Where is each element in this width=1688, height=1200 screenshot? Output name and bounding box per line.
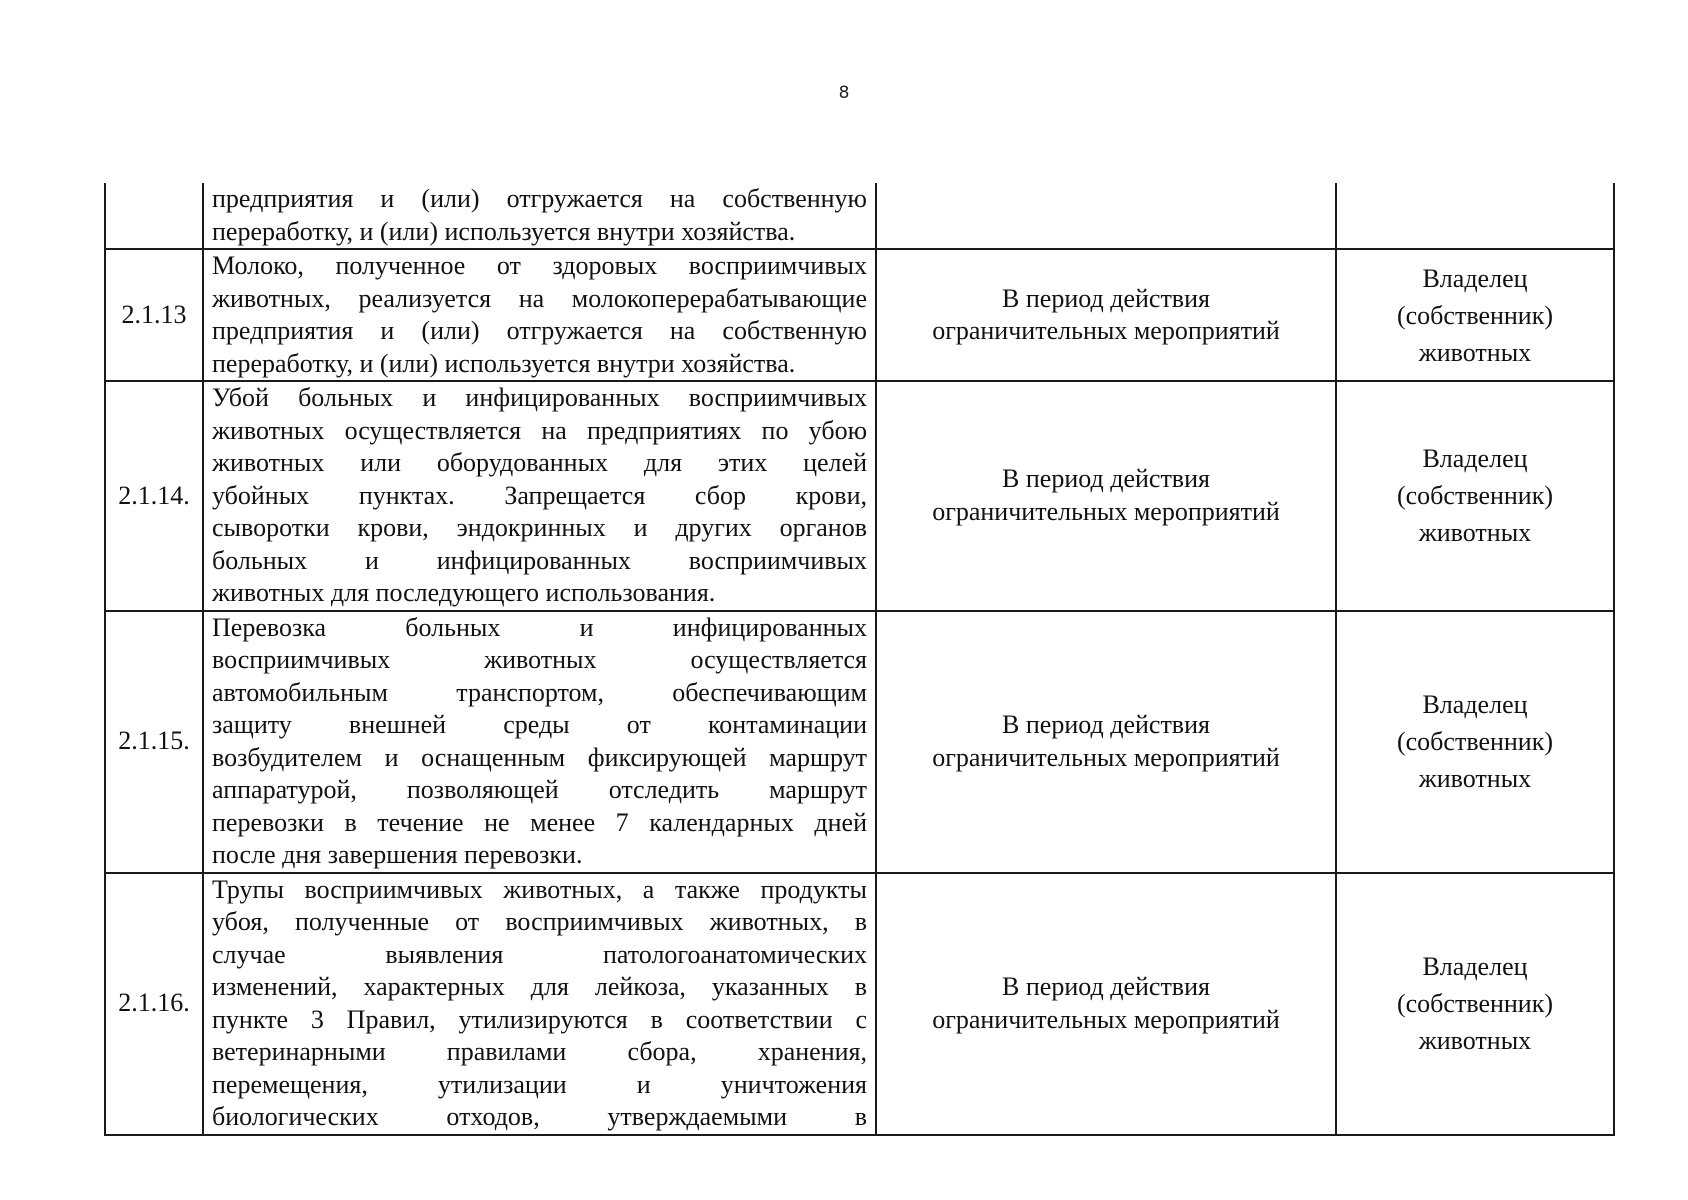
item-number (105, 183, 203, 249)
measure-text-line: предприятия и (или) отгружается на собственную (212, 184, 867, 213)
measure-text-line: возбудителем и оснащенным фиксирующей маршрут (212, 742, 867, 772)
measure-text-line: аппаратурой, позволяющей отследить маршрут (212, 775, 867, 804)
measure-text (203, 611, 876, 873)
term-text (876, 611, 1336, 873)
responsible-text-line: Владелец (1422, 952, 1528, 981)
term-text (876, 381, 1336, 611)
measure-text-line: Трупы восприимчивых животных, а также продукты (212, 874, 867, 904)
measure-text-line: животных, реализуется на молокоперерабатывающие (212, 283, 867, 313)
measure-text-line: после дня завершения перевозки. (212, 840, 583, 869)
responsible-text-line: (собственник) (1396, 481, 1554, 511)
table-row (105, 183, 1614, 249)
measure-text-line: Убой больных и инфицированных восприимчивых (212, 383, 867, 412)
measure-text-line: убоя, полученные от восприимчивых животных, в (212, 907, 867, 936)
term-text-line: В период действия (1002, 972, 1210, 1001)
measure-text-line: переработку, и (или) используется внутри хозяйства. (212, 348, 796, 378)
measure-text-line: больных и инфицированных восприимчивых (212, 545, 867, 575)
term-text-line: ограничительных мероприятий (932, 742, 1280, 772)
table-row (105, 611, 1614, 873)
table-row (105, 381, 1614, 611)
responsible-text-line: (собственник) (1396, 989, 1554, 1018)
responsible-text-line: Владелец (1422, 444, 1528, 474)
table-row (105, 873, 1614, 1135)
item-number: 2.1.16. (105, 873, 203, 1135)
responsible-text (1336, 873, 1614, 1135)
term-text-line: В период действия (1002, 464, 1210, 494)
table-row (105, 249, 1614, 381)
measure-text-line: животных осуществляется на предприятиях по убою (212, 415, 867, 445)
responsible-text-line: животных (1418, 1026, 1532, 1055)
term-text (876, 249, 1336, 381)
measure-text-line: Молоко, полученное от здоровых восприимчивых (212, 251, 867, 280)
measure-text-line: переработку, и (или) используется внутри хозяйства. (212, 216, 796, 246)
measure-text-line: сыворотки крови, эндокринных и других органов (212, 513, 867, 542)
item-number: 2.1.14. (105, 381, 203, 611)
measure-text-line: Перевозка больных и инфицированных (212, 612, 867, 642)
measure-text-line: убойных пунктах. Запрещается сбор крови, (212, 480, 867, 510)
measure-text (203, 873, 876, 1135)
term-text-line: ограничительных мероприятий (932, 496, 1280, 526)
responsible-text-line: Владелец (1422, 690, 1528, 719)
measure-text-line: перемещения, утилизации и уничтожения (212, 1069, 867, 1099)
responsible-text-line: Владелец (1422, 263, 1528, 293)
responsible-text (1336, 611, 1614, 873)
responsible-text (1336, 381, 1614, 611)
term-text-line: В период действия (1002, 710, 1210, 739)
term-text-line: ограничительных мероприятий (932, 1004, 1280, 1034)
term-text (876, 873, 1336, 1135)
term-text (876, 183, 1336, 249)
responsible-text-line: (собственник) (1396, 727, 1554, 756)
measure-text-line: животных для последующего использования. (212, 578, 716, 607)
measure-text-line: перевозки в течение не менее 7 календарных дней (212, 807, 867, 837)
measure-text-line: животных или оборудованных для этих целей (212, 448, 867, 477)
measure-text (203, 249, 876, 381)
item-number: 2.1.13 (105, 249, 203, 381)
responsible-text-line: (собственник) (1396, 300, 1554, 330)
responsible-text-line: животных (1418, 764, 1532, 793)
measure-text (203, 381, 876, 611)
page-number: 8 (838, 83, 850, 103)
term-text-line: В период действия (1002, 283, 1210, 313)
measure-text-line: автомобильным транспортом, обеспечивающим (212, 677, 867, 707)
measure-text (203, 183, 876, 249)
item-number: 2.1.15. (105, 611, 203, 873)
measure-text-line: биологических отходов, утверждаемыми в (212, 1102, 867, 1131)
measure-text-line: пункте 3 Правил, утилизируются в соответствии с (212, 1004, 867, 1034)
responsible-text (1336, 249, 1614, 381)
responsible-text-line: животных (1418, 337, 1532, 367)
responsible-text-line: животных (1418, 518, 1532, 548)
measure-text-line: ветеринарными правилами сбора, хранения, (212, 1037, 867, 1066)
measures-table-body (105, 183, 1614, 1135)
measure-text-line: изменений, характерных для лейкоза, указанных в (212, 972, 867, 1001)
term-text-line: ограничительных мероприятий (932, 316, 1280, 345)
measure-text-line: случае выявления патологоанатомических (212, 939, 867, 969)
measure-text-line: восприимчивых животных осуществляется (212, 645, 867, 674)
measure-text-line: защиту внешней среды от контаминации (212, 710, 867, 739)
measure-text-line: предприятия и (или) отгружается на собственную (212, 316, 867, 345)
responsible-text (1336, 183, 1614, 249)
measures-table (104, 183, 1615, 1136)
